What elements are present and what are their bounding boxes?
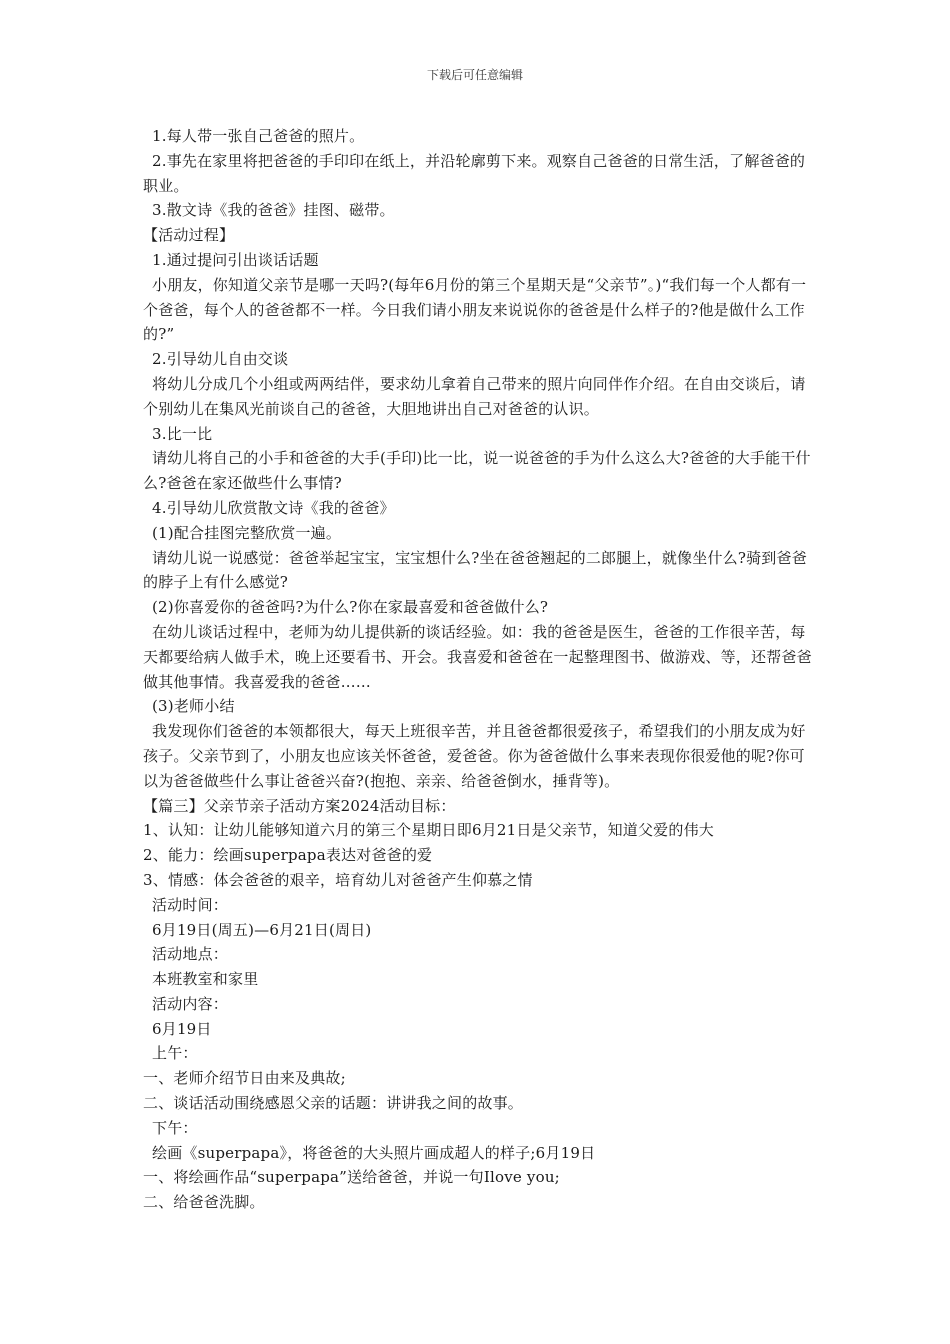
- paragraph: 【篇三】父亲节亲子活动方案2024活动目标：: [143, 796, 456, 815]
- paragraph: 将幼儿分成几个小组或两两结伴，要求幼儿拿着自己带来的照片向同伴作介绍。在自由交谈后，请个别幼儿在集风光前谈自己的爸爸，大胆地讲出自己对爸爸的认识。: [143, 374, 806, 418]
- paragraph: 2、能力：绘画superpapa表达对爸爸的爱: [143, 846, 433, 865]
- paragraph: 活动时间：: [152, 895, 229, 914]
- paragraph: 4.引导幼儿欣赏散文诗《我的爸爸》: [152, 498, 395, 517]
- paragraph: 二、给爸爸洗脚。: [143, 1193, 265, 1212]
- paragraph: 活动内容：: [152, 994, 229, 1013]
- paragraph: 一、老师介绍节日由来及典故;: [143, 1069, 346, 1088]
- paragraph: 2.事先在家里将把爸爸的手印印在纸上，并沿轮廓剪下来。观察自己爸爸的日常生活，了解爸爸的职业。: [143, 151, 806, 195]
- document-body: [143, 124, 813, 1215]
- paragraph: 二、谈话活动围绕感恩父亲的话题：讲讲我之间的故事。: [143, 1094, 524, 1113]
- paragraph: 一、将绘画作品“superpapa”送给爸爸，并说一句Ilove you;: [143, 1168, 560, 1187]
- paragraph: 我发现你们爸爸的本领都很大，每天上班很辛苦，并且爸爸都很爱孩子，希望我们的小朋友成为好孩子。父亲节到了，小朋友也应该关怀爸爸，爱爸爸。你为爸爸做什么事来表现你很爱他的呢?你可以为爸爸做些什么事让爸爸兴奋?(抱抱、亲亲、给爸爸倒水，捶背等)。: [143, 722, 806, 790]
- paragraph: 活动地点：: [152, 945, 229, 964]
- paragraph: 1、认知：让幼儿能够知道六月的第三个星期日即6月21日是父亲节，知道父爱的伟大: [143, 821, 714, 840]
- paragraph: 请幼儿说一说感觉：爸爸举起宝宝，宝宝想什么?坐在爸爸翘起的二郎腿上，就像坐什么?骑到爸爸的脖子上有什么感觉?: [143, 548, 807, 592]
- paragraph: 【活动过程】: [143, 226, 235, 245]
- paragraph: 3、情感：体会爸爸的艰辛，培育幼儿对爸爸产生仰慕之情: [143, 870, 533, 889]
- paragraph: (3)老师小结: [152, 697, 235, 716]
- paragraph: 1.通过提问引出谈话话题: [152, 250, 319, 269]
- paragraph: 下午：: [152, 1118, 198, 1137]
- paragraph: 上午：: [152, 1044, 198, 1063]
- paragraph: 6月19日: [152, 1019, 212, 1038]
- paragraph: (2)你喜爱你的爸爸吗?为什么?你在家最喜爱和爸爸做什么?: [152, 598, 549, 617]
- paragraph: 3.比一比: [152, 424, 213, 443]
- paragraph: 6月19日(周五)—6月21日(周日): [152, 920, 372, 939]
- paragraph: 1.每人带一张自己爸爸的照片。: [152, 127, 365, 145]
- paragraph: 3.散文诗《我的爸爸》挂图、磁带。: [152, 201, 395, 220]
- paragraph: 本班教室和家里: [152, 970, 259, 989]
- paragraph: 2.引导幼儿自由交谈: [152, 350, 289, 369]
- paragraph: 请幼儿将自己的小手和爸爸的大手(手印)比一比，说一说爸爸的手为什么这么大?爸爸的大手能干什么?爸爸在家还做些什么事情?: [143, 449, 811, 493]
- page-header: 下载后可任意编辑: [426, 68, 523, 82]
- paragraph: 绘画《superpapa》，将爸爸的大头照片画成超人的样子;6月19日: [152, 1143, 596, 1162]
- paragraph: 在幼儿谈话过程中，老师为幼儿提供新的谈话经验。如：我的爸爸是医生，爸爸的工作很辛苦，每天都要给病人做手术，晚上还要看书、开会。我喜爱和爸爸在一起整理图书、做游戏、等，还帮爸爸做其他事情。我喜爱我的爸爸……: [143, 622, 812, 691]
- paragraph: (1)配合挂图完整欣赏一遍。: [152, 523, 342, 542]
- paragraph: 小朋友，你知道父亲节是哪一天吗?(每年6月份的第三个星期天是“父亲节”。)“我们每一个人都有一个爸爸，每个人的爸爸都不一样。今日我们请小朋友来说说你的爸爸是什么样子的?他是做什么工作的?”: [143, 275, 807, 344]
